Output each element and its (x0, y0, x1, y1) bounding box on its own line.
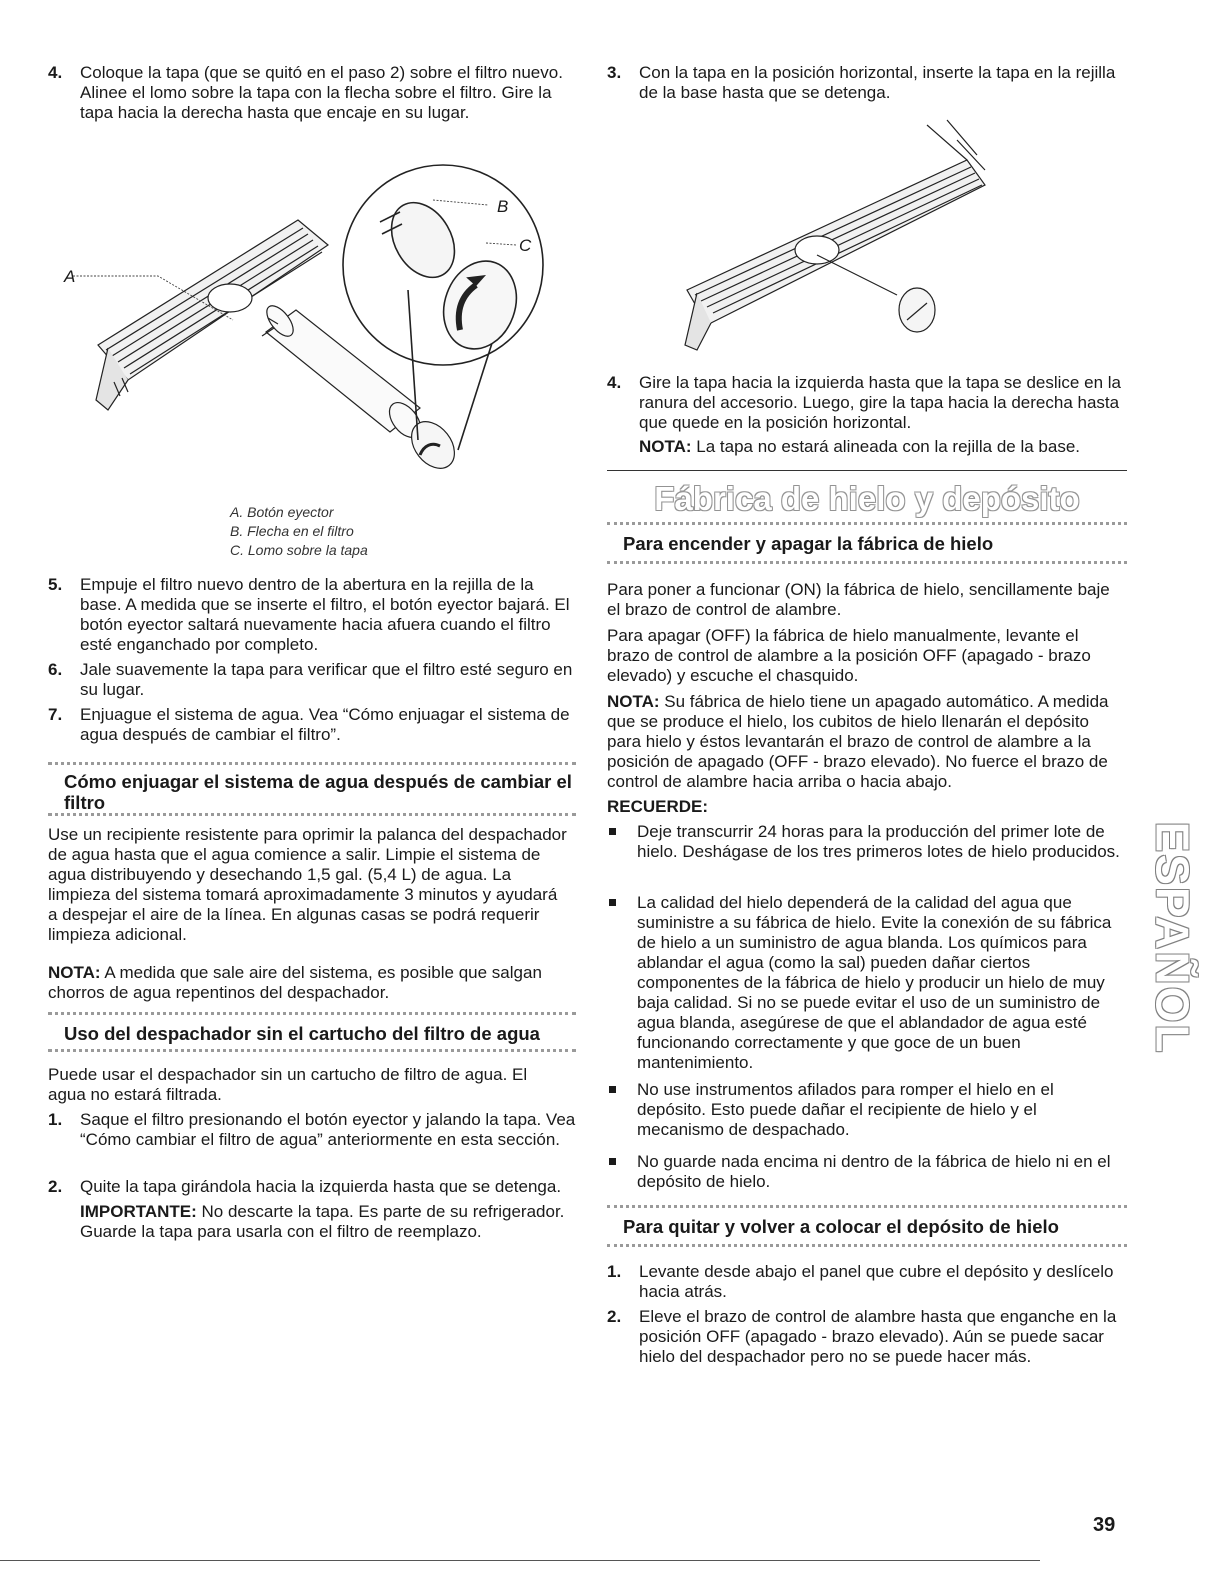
dispenser-paragraph (48, 1065, 568, 1105)
step-5-push-filter (48, 575, 576, 655)
step-text: Con la tapa en la posición horizontal, inserte la tapa en la rejilla de la base hasta que se detenga. (639, 63, 1116, 102)
body-text: Puede usar el despachador sin un cartucho de filtro de agua. El agua no estará filtrada. (48, 1065, 528, 1104)
filter-installation-illustration (48, 150, 576, 490)
note-text: Su fábrica de hielo tiene un apagado automático. A medida que se produce el hielo, los cubitos de hielo llenarán el depósito para hielo y éstos levantarán el brazo de control de alambre a la posición de apagado (OFF - brazo elevado). No fuerce el brazo de control de alambre hacia arriba o hacia abajo. (607, 692, 1109, 791)
bullet-item (607, 893, 1125, 1073)
heading-text: Para quitar y volver a colocar el depósito de hielo (623, 1216, 1059, 1237)
bullet-square-icon (609, 1086, 616, 1093)
bullet-item (607, 1080, 1125, 1140)
remember-label: RECUERDE: (607, 797, 709, 816)
body-text: Para apagar (OFF) la fábrica de hielo manualmente, levante el brazo de control de alambre a la posición OFF (apagado - brazo elevado) y escuche el chasquido. (607, 626, 1091, 685)
figure-label-c: C (519, 236, 532, 255)
body-text: Use un recipiente resistente para oprimir la palanca del despachador de agua hasta que el agua comience a salir. Limpie el sistema de agua distribuyendo y desechando 1,5 gal. (5,4 L) de agua. La limpieza del sistema tomará aproximadamente 3 minutos y ayudará a despejar el aire de la línea. En algunas casas se podrá requerir limpieza adicional. (48, 825, 567, 944)
step-2-raise-arm (607, 1307, 1127, 1367)
section-heading-rinse (48, 762, 576, 816)
step-7-rinse (48, 705, 576, 745)
note-text: La tapa no estará alineada con la rejilla de la base. (691, 437, 1080, 456)
step-number: 5. (48, 575, 63, 594)
section-heading-dispenser (48, 1012, 576, 1052)
section-heading-ice-bin (607, 1205, 1127, 1247)
bullet-square-icon (609, 899, 616, 906)
on-off-body (607, 580, 1125, 817)
note-label: NOTA: (607, 692, 660, 711)
section-divider (607, 470, 1127, 471)
bullet-text: No guarde nada encima ni dentro de la fábrica de hielo ni en el depósito de hielo. (637, 1152, 1111, 1191)
page-number: 39 (1093, 1514, 1116, 1536)
step-number: 1. (607, 1262, 622, 1281)
step-text: Enjuague el sistema de agua. Vea “Cómo enjuagar el sistema de agua después de cambiar el filtro”. (80, 705, 570, 744)
bullet-item (607, 822, 1125, 862)
step-text: Levante desde abajo el panel que cubre el depósito y deslícelo hacia atrás. (639, 1262, 1114, 1301)
bullet-square-icon (609, 828, 616, 835)
note-label: NOTA: (639, 437, 692, 456)
step-text: Quite la tapa girándola hacia la izquierda hasta que se detenga. (80, 1177, 562, 1196)
step-number: 3. (607, 63, 622, 82)
step-text: Jale suavemente la tapa para verificar que el filtro esté seguro en su lugar. (80, 660, 573, 699)
step-text: Eleve el brazo de control de alambre hasta que enganche en la posición OFF (apagado - brazo elevado). Aún se puede sacar hielo del despachador pero no se puede hacer más. (639, 1307, 1117, 1366)
bullet-text: No use instrumentos afilados para romper el hielo en el depósito. Esto puede dañar el recipiente de hielo y el mecanismo de despachado. (637, 1080, 1054, 1139)
figure-caption (230, 503, 368, 560)
step-text: Empuje el filtro nuevo dentro de la abertura en la rejilla de la base. A medida que se inserte el filtro, el botón eyector bajará. El botón eyector saltará nuevamente hacia afuera cuando el filtro esté enganchado por completo. (80, 575, 570, 654)
caption-line: C. Lomo sobre la tapa (230, 542, 368, 558)
important-label: IMPORTANTE: (80, 1202, 197, 1221)
important-text: No descarte la tapa. Es parte de su refrigerador. Guarde la tapa para usarla con el filtro de reemplazo. (80, 1202, 565, 1241)
step-1-lift-panel (607, 1262, 1127, 1302)
cap-insertion-illustration (667, 115, 1007, 365)
caption-line: A. Botón eyector (230, 504, 334, 520)
step-number: 2. (607, 1307, 622, 1326)
step-number: 6. (48, 660, 63, 679)
bullet-text: Deje transcurrir 24 horas para la producción del primer lote de hielo. Deshágase de los tres primeros lotes de hielo producidos. (637, 822, 1120, 861)
step-text: Saque el filtro presionando el botón eyector y jalando la tapa. Vea “Cómo cambiar el filtro de agua” anteriormente en esta sección. (80, 1110, 576, 1149)
step-number: 1. (48, 1110, 63, 1129)
step-1-remove-filter (48, 1110, 576, 1150)
step-number: 2. (48, 1177, 63, 1196)
rinse-note (48, 963, 568, 1003)
figure-label-b: B (497, 197, 509, 216)
bullet-text: La calidad del hielo dependerá de la calidad del agua que suministre a su fábrica de hielo. Evite la conexión de su fábrica de hielo a un suministro de agua blanda. Los químicos para ablandar el agua (como la sal) pueden dañar ciertos componentes de la fábrica de hielo y producir un hielo de muy baja calidad. Si no se puede evitar el uso de un suministro de agua blanda, asegúrese de que el ablandador de agua esté funcionando correctamente y que goce de un buen mantenimiento. (637, 893, 1112, 1072)
body-text: Para poner a funcionar (ON) la fábrica de hielo, sencillamente baje el brazo de control de alambre. (607, 580, 1110, 619)
note-label: NOTA: (48, 963, 101, 982)
language-side-tab (1146, 815, 1199, 1060)
note-text: A medida que sale aire del sistema, es posible que salgan chorros de agua repentinos del despachador. (48, 963, 542, 1002)
step-3-insert-cap (607, 63, 1127, 103)
section-heading-on-off (607, 522, 1127, 564)
step-number: 7. (48, 705, 63, 724)
figure-label-a: A (64, 267, 76, 286)
section-title-ice-maker: Fábrica de hielo y depósito (654, 480, 1080, 517)
bottom-rule (0, 1560, 1040, 1561)
step-4-rotate-cap (607, 373, 1127, 457)
bullet-item (607, 1152, 1125, 1192)
step-text: Coloque la tapa (que se quitó en el paso 2) sobre el filtro nuevo. Alinee el lomo sobre la tapa con la flecha sobre el filtro. Gire la tapa hacia la derecha hasta que encaje en su lugar. (80, 63, 563, 122)
heading-text: Para encender y apagar la fábrica de hielo (623, 533, 994, 554)
step-6-pull-cap (48, 660, 576, 700)
side-tab-text: ESPAÑOL (1146, 821, 1199, 1054)
step-text: Gire la tapa hacia la izquierda hasta que la tapa se deslice en la ranura del accesorio. Luego, gire la tapa hacia la derecha hasta que quede en la posición horizontal. (639, 373, 1121, 432)
rinse-paragraph (48, 825, 568, 945)
step-number: 4. (607, 373, 622, 392)
step-2-remove-cap (48, 1177, 576, 1242)
bullet-square-icon (609, 1158, 616, 1165)
heading-text: Cómo enjuagar el sistema de agua después de cambiar el filtro (64, 771, 572, 813)
step-number: 4. (48, 63, 63, 82)
caption-line: B. Flecha en el filtro (230, 523, 354, 539)
step-4-place-cap (48, 63, 576, 123)
heading-text: Uso del despachador sin el cartucho del filtro de agua (64, 1023, 540, 1044)
